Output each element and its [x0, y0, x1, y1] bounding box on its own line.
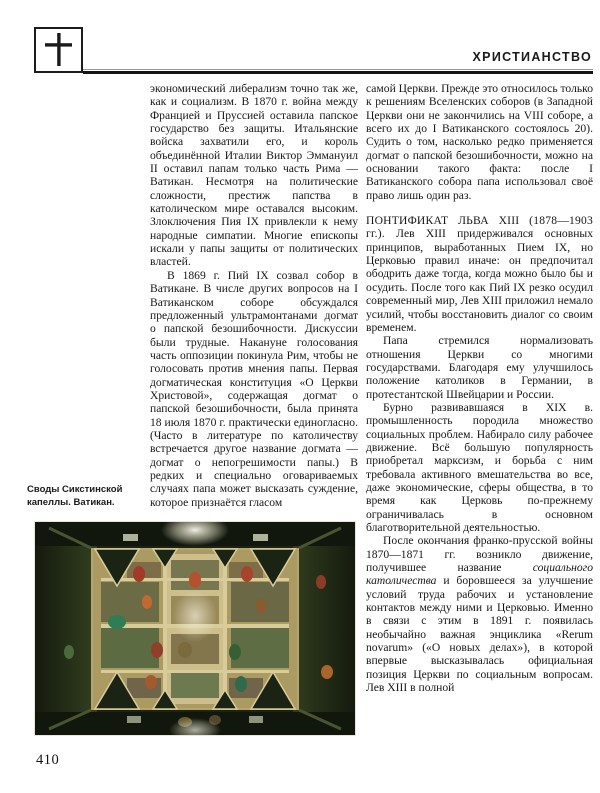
section-heading: ПОНТИФИКАТ ЛЬВА XIII (1878—1903 гг.).: [366, 214, 593, 241]
right-text-column: [366, 82, 593, 694]
header-rule-thin: [83, 69, 593, 70]
paragraph-text: и боровшееся за улучшение условий труда рабочих и установление контактов между ними и Церковью. Именно в связи с этим в 1891 г. появилась необычайно важная энциклика «Rerum novarum» («О новых делах»), в которой впервые высказывалась официальная позиция Церкви по социальным вопросам. Лев XIII в полной: [366, 574, 593, 695]
paragraph: [366, 534, 593, 694]
paragraph: экономический либерализм точно так же, как и социализм. В 1870 г. война между Францией и Пруссией оставила папское государство без защиты. Итальянские войска захватили его, и король объединённой Италии Виктор Эммануил II оставил папам только часть Рима — Ватикан. Несмотря на политические сложности, престиж папства в католическом мире оставался высоким. Злоключения Пия IX привлекли к нему народные симпатии. Многие епископы искали у папы защиты от политических властей.: [150, 82, 358, 269]
page-number: 410: [36, 752, 60, 768]
sistine-ceiling-photo: [35, 522, 355, 735]
paragraph: самой Церкви. Прежде это относилось только к решениям Вселенских соборов (в Западной Церкви они не закончились на VIII соборе, а всего их до I Ватиканского состоялось 20). Судить о том, насколько редко применяется догмат о папской безошибочности, можно на основании такого факта: после I Ватиканского собора папа использовал своё право лишь один раз.: [366, 82, 593, 202]
chapter-emblem-box: [34, 27, 83, 73]
term-italic: социального католичества: [366, 561, 593, 588]
paragraph-text: Лев XIII придерживался основных принципов, выработанных Пием IX, но Церковью правил иначе: он предпочитал ободрить даже тогда, когда можно было бы и осудить. После того как Пий IX резко осудил современный мир, Лев XIII приложил немало усилий, чтобы восстановить диалог со своим временем.: [366, 227, 593, 334]
latin-cross-icon: [36, 29, 81, 71]
paragraph: В 1869 г. Пий IX созвал собор в Ватикане. В числе других вопросов на I Ватиканском соборе обсуждался предложенный ультрамонтанами догмат о папской безошибочности. Дискуссии были трудные. Накануне голосования часть оппозиции покинула Рим, чтобы не голосовать против мнения папы. Первая догматическая конституция «О Церкви Христовой», содержащая догмат о папской безошибочности, была принята 18 июля 1870 г. практически единогласно. (Часто в литературе по католичеству встречается другое название догмата — догмат о непогрешимости папы.) В редких и специально оговариваемых случаях папа может высказать суждение, которое признаётся гласом: [150, 268, 358, 509]
left-text-column: [150, 82, 358, 509]
sistine-ceiling-illustration: [35, 522, 355, 735]
paragraph-with-heading: [366, 214, 593, 334]
paragraph-text: После окончания франко-прусской войны 1870—1871 гг. возникло движение, получившее название: [366, 534, 593, 575]
paragraph: Бурно развивавшаяся в XIX в. промышленность породила множество социальных проблем. Набирало силу рабочее движение. Всё большую популярность приобретал марксизм, и борьба с ним требовала активного вмешательства во все, даже экономические, сферы общества, в то время как Церковь по-прежнему ограничивалась в основном благотворительной деятельностью.: [366, 400, 593, 534]
header-rule: [83, 69, 593, 74]
page-header-title: ХРИСТИАНСТВО: [472, 50, 592, 64]
paragraph: Папа стремился нормализовать отношения Церкви со многими государствами. Благодаря ему улучшилось положение католиков в Германии, в протестантской Швейцарии и России.: [366, 334, 593, 401]
figure-caption: Своды Сикстинской капеллы. Ватикан.: [27, 484, 123, 508]
header-rule-thick: [83, 71, 593, 74]
